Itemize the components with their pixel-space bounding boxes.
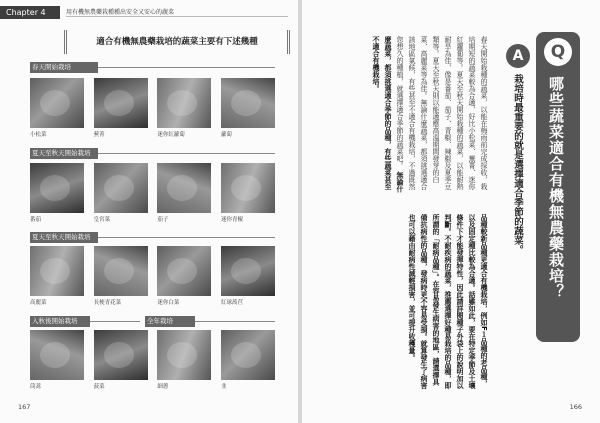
season-rule: [98, 67, 275, 68]
question-badge: Q: [544, 38, 572, 66]
page-number: 167: [18, 403, 31, 411]
question-text: 哪些蔬菜適合有機無農藥栽培？: [547, 76, 565, 300]
vegetable-card: [30, 163, 84, 223]
vegetable-card: [94, 330, 148, 390]
body-highlight: 品種較新品種更適合有機栽培，例如F１品種的老品種，以及固定種比較為合適。話雖如此，要在特定季節及土壤條件下才能發揮特性，因此請詳閱種子外袋上的說明加以判斷。不耐疾病的蔬菜，推薦選擇好種易栽培的品種，即所謂的「耐病品種」。在容易發生病害的地區，請選擇具備抗病性的品種，發病時更不容易受損。就算發生了病害也可以藉由耐病性減輕損害，並可提升收穫量。: [408, 214, 488, 389]
page-number: 166: [569, 403, 582, 411]
vegetable-photo: [30, 78, 84, 128]
body-text-upper: [322, 36, 490, 196]
vegetable-card: [157, 246, 211, 306]
vegetable-card: [94, 163, 148, 223]
left-page: [0, 0, 298, 423]
season-label-year-round: 全年栽培: [145, 316, 195, 327]
vegetable-photo: [94, 78, 148, 128]
photo-row-spring: [30, 78, 275, 138]
box-title: 適合有機無農藥栽培的蔬菜主要有下述幾種: [64, 30, 290, 54]
season-label-autumn: 入秋後開始栽培: [30, 316, 90, 327]
vegetable-photo: [157, 246, 211, 296]
vegetable-caption: 菠菜: [93, 384, 105, 390]
header-rule: [66, 16, 288, 17]
photo-row-summer-autumn: [30, 163, 275, 223]
vegetable-card: [221, 78, 275, 138]
vegetable-card: [30, 246, 84, 306]
vegetable-caption: 皇宮菜: [93, 217, 111, 223]
vegetable-card: [221, 330, 275, 390]
vegetable-caption: 茼蒿: [30, 384, 42, 390]
vegetable-photo: [94, 330, 148, 380]
vegetable-caption: 高麗菜: [30, 300, 47, 306]
vegetable-caption: 小松菜: [30, 132, 47, 138]
vegetable-card: [94, 78, 148, 138]
photo-row-autumn: [30, 330, 275, 390]
vegetable-card: [157, 330, 211, 390]
vegetable-card: [30, 78, 84, 138]
vegetable-card: [221, 163, 275, 223]
vegetable-caption: 茄子: [157, 217, 169, 223]
running-head: 用有機無農藥栽種種出安全又安心的蔬菜: [66, 9, 175, 16]
vegetable-card: [157, 163, 211, 223]
question-panel: [536, 32, 580, 342]
vegetable-caption: 蕪菁: [93, 132, 105, 138]
vegetable-photo: [221, 246, 275, 296]
vegetable-card: [157, 78, 211, 138]
season-rule: [195, 321, 275, 322]
body-text-lower: [322, 214, 490, 390]
vegetable-photo: [94, 163, 148, 213]
season-rule: [98, 237, 275, 238]
vegetable-caption: 迷你紅蘿蔔: [157, 132, 185, 138]
photo-row-summer-autumn-2: [30, 246, 275, 306]
vegetable-photo: [157, 163, 211, 213]
chapter-tab: Chapter 4: [0, 6, 60, 19]
body-highlight: 無論什麼蔬菜，都須挑選適合季節的品種，有些蔬菜甚至不適合有機栽培。: [372, 36, 404, 193]
vegetable-caption: 番茄: [30, 217, 42, 223]
vegetable-caption: 韭: [220, 384, 227, 390]
answer-badge: A: [506, 44, 530, 68]
answer-heading: 栽培時最重要的就是選擇適合季節的蔬菜。: [512, 74, 523, 255]
vegetable-photo: [157, 78, 211, 128]
vegetable-photo: [30, 330, 84, 380]
vegetable-photo: [221, 330, 275, 380]
right-page: [302, 0, 600, 423]
vegetable-photo: [221, 78, 275, 128]
vegetable-caption: 細蔥: [157, 384, 169, 390]
vegetable-caption: 蘿蔔: [220, 132, 232, 138]
vegetable-card: [94, 246, 148, 306]
vegetable-caption: 長梗青花菜: [93, 300, 122, 306]
season-label-summer-autumn: 夏天至秋天開始栽培: [30, 148, 98, 159]
vegetable-card: [30, 330, 84, 390]
vegetable-photo: [221, 163, 275, 213]
vegetable-caption: 迷你青椒: [220, 217, 243, 223]
season-rule: [90, 321, 140, 322]
body-paragraph: 春天開始栽種的蔬菜，以能在梅雨前完成採收，栽培期短的蔬菜較為合適，好比小松菜、蕪菁、迷你紅蘿蔔等。夏天至秋天開始栽種的蔬菜，以能耐熱耐旱為佳，像是番茄、茄子、青椒、辣椒及夏季豆類等。夏天至秋天則以能適應高溫期間發芽的白菜、高麗菜等為佳。無論什麼蔬菜，都須挑選適合該地區氣候，有些甚至不適合有機栽培，不過既然您想久的種植，就選擇適合季節的蔬菜吧。: [396, 36, 488, 190]
season-label-spring: 春天開始栽培: [30, 62, 98, 73]
vegetable-caption: 迷你白菜: [157, 300, 180, 306]
vegetable-card: [221, 246, 275, 306]
vegetable-photo: [30, 163, 84, 213]
vegetable-photo: [157, 330, 211, 380]
vegetable-caption: 紅球萵苣: [220, 300, 243, 306]
vegetable-photo: [94, 246, 148, 296]
vegetable-photo: [30, 246, 84, 296]
season-rule: [98, 153, 275, 154]
season-label-summer-autumn-2: 夏天至秋天開始栽培: [30, 232, 98, 243]
